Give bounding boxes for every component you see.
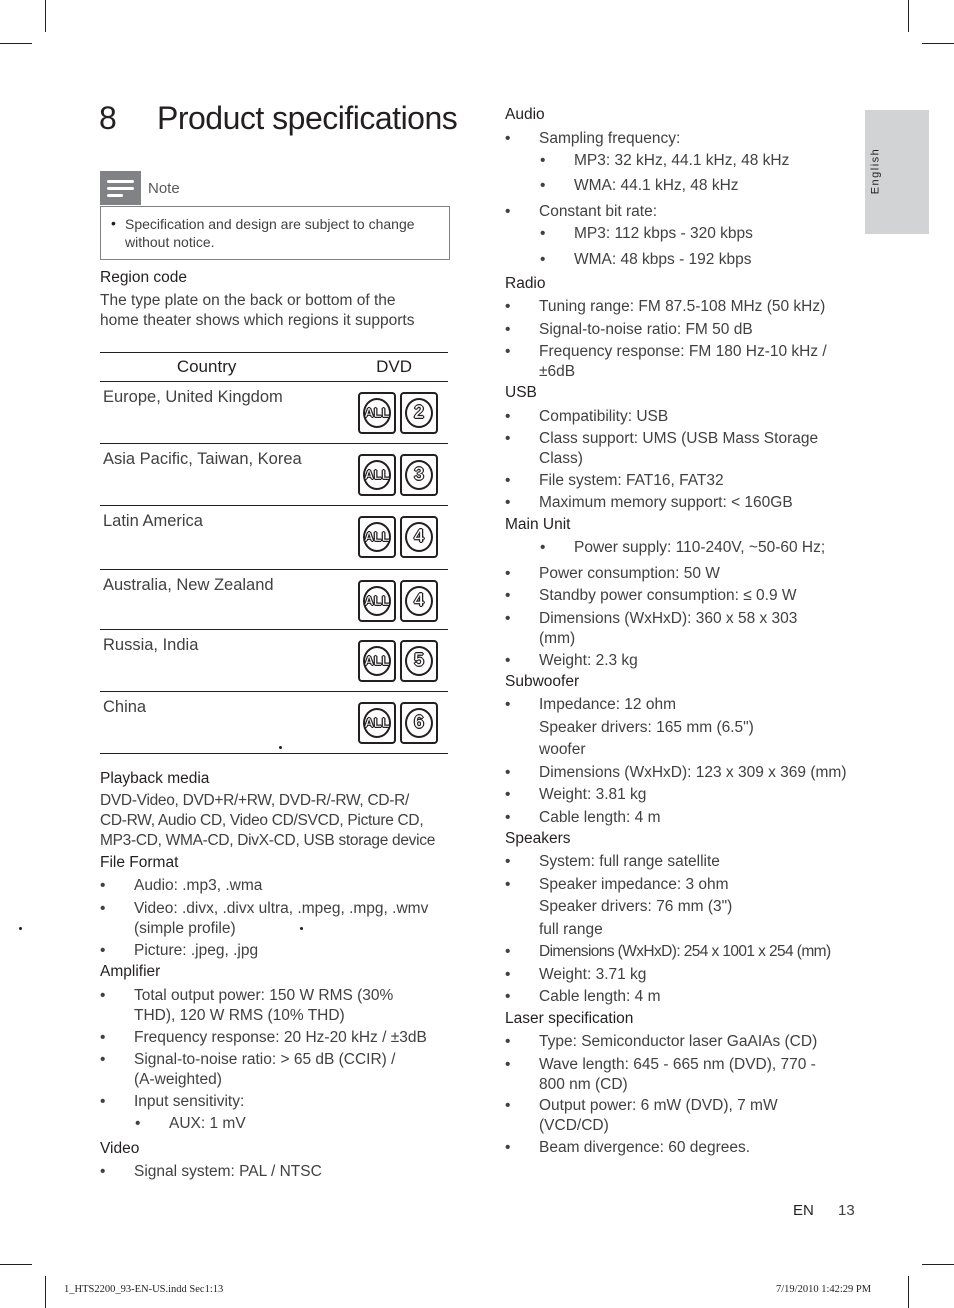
- list-item: [540, 176, 739, 196]
- list-item-text: Speaker impedance: 3 ohm: [539, 876, 729, 893]
- region-all-logo-icon: [358, 580, 396, 622]
- list-item: [505, 852, 720, 872]
- list-item-text: Speaker drivers: 76 mm (3"): [539, 898, 733, 915]
- list-item: [100, 1162, 322, 1182]
- region-code-logo-icon: [400, 702, 438, 744]
- logo-text: ALL: [364, 715, 390, 730]
- region-country: Asia Pacific, Taiwan, Korea: [100, 444, 313, 506]
- list-item-text: Frequency response: FM 180 Hz-10 kHz /: [539, 343, 827, 360]
- column-header-country: Country: [100, 353, 313, 382]
- table-row: [100, 570, 448, 630]
- list-item-text: Class support: UMS (USB Mass Storage: [539, 430, 819, 447]
- list-item-text: THD), 120 W RMS (10% THD): [134, 1007, 345, 1024]
- list-item-text: Signal-to-noise ratio: > 65 dB (CCIR) /: [134, 1051, 396, 1068]
- note-text-line: Specification and design are subject to change: [125, 216, 415, 232]
- bullet: •: [505, 809, 511, 826]
- crop-mark: [0, 1264, 32, 1265]
- amplifier-heading: Amplifier: [100, 963, 161, 980]
- region-code-logo-icon: [400, 580, 438, 622]
- playback-description: [100, 791, 435, 851]
- list-item-text: Output power: 6 mW (DVD), 7 mW: [539, 1097, 778, 1114]
- list-item: [505, 808, 661, 828]
- logo-text: 2: [413, 402, 424, 422]
- logo-text: 6: [413, 712, 424, 732]
- list-item-text: (VCD/CD): [539, 1117, 609, 1134]
- table-row: [100, 444, 448, 506]
- list-item-text: MP3: 32 kHz, 44.1 kHz, 48 kHz: [574, 152, 790, 169]
- region-description-line: The type plate on the back or bottom of the: [100, 292, 396, 309]
- crop-mark: [45, 1276, 46, 1308]
- region-dvd-logos: [313, 692, 448, 754]
- list-item-text: Audio: .mp3, .wma: [134, 877, 263, 894]
- list-item: [100, 876, 263, 896]
- note-text-line: without notice.: [125, 234, 215, 250]
- list-item-text: Sampling frequency:: [539, 130, 681, 147]
- region-code-logo-icon: [400, 454, 438, 496]
- logo-text: ALL: [364, 529, 390, 544]
- list-item: [505, 785, 647, 805]
- region-code-logo-icon: [400, 516, 438, 558]
- bullet: •: [540, 177, 546, 194]
- bullet: •: [505, 943, 510, 960]
- bullet: •: [540, 225, 546, 242]
- bullet: •: [540, 152, 546, 169]
- language-tab-label: English: [869, 147, 882, 195]
- radio-heading: Radio: [505, 275, 546, 292]
- list-item: [505, 1096, 778, 1136]
- bullet: •: [505, 988, 511, 1005]
- table-row: [100, 382, 448, 444]
- list-item-text: Dimensions (WxHxD): 123 x 309 x 369 (mm): [539, 764, 847, 781]
- bullet: •: [505, 494, 511, 511]
- bullet: •: [505, 130, 511, 147]
- bullet: •: [540, 251, 546, 268]
- list-item: [540, 224, 753, 244]
- list-item-text: Maximum memory support: < 160GB: [539, 494, 793, 511]
- bullet: •: [100, 987, 106, 1004]
- list-item-text: Power supply: 110-240V, ~50-60 Hz;: [574, 539, 826, 556]
- region-code-logo-icon: [400, 392, 438, 434]
- logo-text: 4: [413, 590, 424, 610]
- list-item: [100, 1050, 396, 1090]
- bullet: •: [505, 343, 511, 360]
- list-item: [100, 941, 259, 961]
- bullet: •: [100, 942, 106, 959]
- bullet: •: [505, 408, 511, 425]
- bullet: •: [505, 203, 511, 220]
- bullet: •: [100, 877, 106, 894]
- region-country: China: [100, 692, 313, 754]
- bullet: •: [505, 876, 511, 893]
- list-item-text: (simple profile): [134, 920, 236, 937]
- list-item: [540, 250, 752, 270]
- playback-line: MP3-CD, WMA-CD, DivX-CD, USB storage device: [100, 832, 436, 849]
- region-code-logo-icon: [400, 640, 438, 682]
- list-item: [505, 965, 647, 985]
- logo-text: 4: [413, 526, 424, 546]
- playback-heading: Playback media: [100, 770, 210, 787]
- bullet: •: [505, 1033, 511, 1050]
- list-item-text: Wave length: 645 - 665 nm (DVD), 770 -: [539, 1056, 816, 1073]
- list-item-text: Constant bit rate:: [539, 203, 658, 220]
- list-item: [505, 1055, 816, 1095]
- list-item-text: Impedance: 12 ohm: [539, 696, 677, 713]
- list-item: [505, 651, 638, 671]
- stray-dot: [19, 927, 22, 930]
- list-item-text: Tuning range: FM 87.5-108 MHz (50 kHz): [539, 298, 826, 315]
- list-item-text: AUX: 1 mV: [169, 1115, 246, 1132]
- region-all-logo-icon: [358, 454, 396, 496]
- crop-mark: [0, 43, 32, 44]
- bullet: •: [505, 321, 511, 338]
- logo-text: ALL: [364, 405, 390, 420]
- region-country: Russia, India: [100, 630, 313, 692]
- list-item: [505, 564, 720, 584]
- chapter-title-text: Product specifications: [157, 100, 458, 136]
- list-item: [505, 1032, 818, 1052]
- table-row: [100, 506, 448, 570]
- bullet: •: [505, 430, 511, 447]
- list-item-text: Beam divergence: 60 degrees.: [539, 1139, 751, 1156]
- note-box: [100, 206, 450, 260]
- list-item-text: Picture: .jpeg, .jpg: [134, 942, 259, 959]
- region-dvd-logos: [313, 382, 448, 444]
- crop-mark: [908, 0, 909, 32]
- bullet: •: [505, 610, 511, 627]
- bullet: •: [505, 1056, 511, 1073]
- bullet: •: [505, 1097, 511, 1114]
- region-all-logo-icon: [358, 516, 396, 558]
- list-item-text: System: full range satellite: [539, 853, 720, 870]
- bullet: •: [100, 900, 106, 917]
- table-row: [100, 692, 448, 754]
- list-item-text: MP3: 112 kbps - 320 kbps: [574, 225, 753, 242]
- list-item: [505, 202, 658, 222]
- logo-text: ALL: [364, 653, 390, 668]
- list-item-text: WMA: 48 kbps - 192 kbps: [574, 251, 752, 268]
- bullet: •: [505, 696, 511, 713]
- stray-dot: [279, 746, 282, 749]
- column-header-dvd: DVD: [313, 353, 448, 382]
- list-item-text: Dimensions (WxHxD): 360 x 58 x 303: [539, 610, 798, 627]
- audio-heading: Audio: [505, 106, 545, 123]
- bullet: •: [100, 1163, 106, 1180]
- slug-filename: 1_HTS2200_93-EN-US.indd Sec1:13: [64, 1284, 224, 1295]
- playback-line: DVD-Video, DVD+R/+RW, DVD-R/-RW, CD-R/: [100, 792, 409, 809]
- region-dvd-logos: [313, 506, 448, 570]
- list-item-text: Weight: 3.71 kg: [539, 966, 647, 983]
- bullet: •: [100, 1051, 106, 1068]
- list-item: [505, 471, 724, 491]
- region-heading: Region code: [100, 269, 188, 286]
- bullet: •: [505, 786, 511, 803]
- bullet: •: [505, 565, 511, 582]
- region-all-logo-icon: [358, 640, 396, 682]
- bullet: •: [505, 966, 511, 983]
- list-item-text: Weight: 2.3 kg: [539, 652, 638, 669]
- list-item: [100, 1028, 427, 1048]
- list-item: [505, 695, 677, 715]
- region-country: Australia, New Zealand: [100, 570, 313, 630]
- list-item-text: Input sensitivity:: [134, 1093, 245, 1110]
- bullet: •: [505, 587, 511, 604]
- list-item-text: WMA: 44.1 kHz, 48 kHz: [574, 177, 739, 194]
- bullet: •: [135, 1115, 141, 1132]
- crop-mark: [45, 0, 46, 32]
- region-dvd-logos: [313, 444, 448, 506]
- list-item: [505, 942, 831, 962]
- list-item: [505, 987, 661, 1007]
- list-item: [540, 538, 826, 558]
- list-item: [135, 1114, 246, 1134]
- region-country: Latin America: [100, 506, 313, 570]
- list-item-text: Compatibility: USB: [539, 408, 669, 425]
- bullet: •: [505, 853, 511, 870]
- bullet: •: [505, 298, 511, 315]
- region-dvd-logos: [313, 570, 448, 630]
- list-item-text: full range: [539, 921, 603, 938]
- crop-mark: [922, 43, 954, 44]
- logo-text: 5: [413, 650, 424, 670]
- bullet: •: [100, 1093, 106, 1110]
- region-all-logo-icon: [358, 392, 396, 434]
- list-item-text: Total output power: 150 W RMS (30%: [134, 987, 394, 1004]
- list-item: [505, 763, 847, 783]
- list-item-text: Standby power consumption: ≤ 0.9 W: [539, 587, 797, 604]
- logo-text: 3: [413, 464, 424, 484]
- list-item-text: Cable length: 4 m: [539, 809, 661, 826]
- list-item: [100, 986, 394, 1026]
- list-item-text: Video: .divx, .divx ultra, .mpeg, .mpg, .wmv: [134, 900, 429, 917]
- list-item-text: Signal system: PAL / NTSC: [134, 1163, 322, 1180]
- region-description-line: home theater shows which regions it supports: [100, 312, 415, 329]
- bullet: •: [505, 1139, 511, 1156]
- slug-date: 7/19/2010 1:42:29 PM: [776, 1284, 872, 1295]
- list-item: [505, 342, 827, 382]
- list-item: [505, 297, 826, 317]
- note-icon: [100, 171, 141, 205]
- bullet: •: [505, 472, 511, 489]
- region-dvd-logos: [313, 630, 448, 692]
- list-item-text: (A-weighted): [134, 1071, 222, 1088]
- list-item: [505, 586, 797, 606]
- table-row: [100, 630, 448, 692]
- list-item: [505, 1138, 751, 1158]
- video-heading: Video: [100, 1140, 140, 1157]
- note-label: Note: [148, 180, 180, 197]
- page-number: 13: [838, 1202, 855, 1219]
- list-item: [505, 407, 669, 427]
- list-item-text: Class): [539, 450, 583, 467]
- list-item-text: Type: Semiconductor laser GaAIAs (CD): [539, 1033, 818, 1050]
- bullet: •: [540, 539, 546, 556]
- region-country: Europe, United Kingdom: [100, 382, 313, 444]
- file-format-heading: File Format: [100, 854, 179, 871]
- list-item: [540, 151, 790, 171]
- list-item-text: Frequency response: 20 Hz-20 kHz / ±3dB: [134, 1029, 427, 1046]
- region-description: [100, 291, 414, 331]
- region-table: [100, 352, 448, 754]
- list-item-text: woofer: [539, 741, 586, 758]
- bullet: •: [505, 764, 511, 781]
- logo-text: ALL: [364, 593, 390, 608]
- list-item-text: Weight: 3.81 kg: [539, 786, 647, 803]
- chapter-number: 8: [99, 100, 117, 136]
- subwoofer-heading: Subwoofer: [505, 673, 580, 690]
- list-item-text: 800 nm (CD): [539, 1076, 628, 1093]
- list-item-text: File system: FAT16, FAT32: [539, 472, 724, 489]
- list-item-text: Speaker drivers: 165 mm (6.5"): [539, 719, 754, 736]
- bullet: •: [111, 215, 116, 231]
- bullet: •: [100, 1029, 106, 1046]
- footer-language: EN: [793, 1202, 814, 1219]
- list-item: [505, 129, 681, 149]
- usb-heading: USB: [505, 384, 537, 401]
- playback-line: CD-RW, Audio CD, Video CD/SVCD, Picture CD,: [100, 812, 424, 829]
- list-item-text: (mm): [539, 630, 576, 647]
- language-tab: [865, 110, 929, 234]
- list-item: [505, 875, 729, 895]
- crop-mark: [908, 1276, 909, 1308]
- speakers-heading: Speakers: [505, 830, 571, 847]
- laser-heading: Laser specification: [505, 1010, 634, 1027]
- list-item-text: Cable length: 4 m: [539, 988, 661, 1005]
- note-text: [125, 215, 445, 251]
- logo-text: ALL: [364, 467, 390, 482]
- list-item-text: Dimensions (WxHxD): 254 x 1001 x 254 (mm): [539, 943, 831, 960]
- list-item-text: ±6dB: [539, 363, 576, 380]
- main-unit-heading: Main Unit: [505, 516, 571, 533]
- region-all-logo-icon: [358, 702, 396, 744]
- list-item-text: Power consumption: 50 W: [539, 565, 720, 582]
- region-table-header: [100, 353, 448, 382]
- list-item: [100, 1092, 245, 1112]
- list-item-text: Signal-to-noise ratio: FM 50 dB: [539, 321, 753, 338]
- crop-mark: [922, 1264, 954, 1265]
- list-item: [505, 493, 793, 513]
- list-item: [505, 429, 819, 469]
- note-header: [100, 171, 450, 205]
- chapter-title: [99, 100, 457, 137]
- list-item: [505, 320, 753, 340]
- bullet: •: [505, 652, 511, 669]
- list-item: [100, 899, 429, 939]
- list-item: [505, 609, 798, 649]
